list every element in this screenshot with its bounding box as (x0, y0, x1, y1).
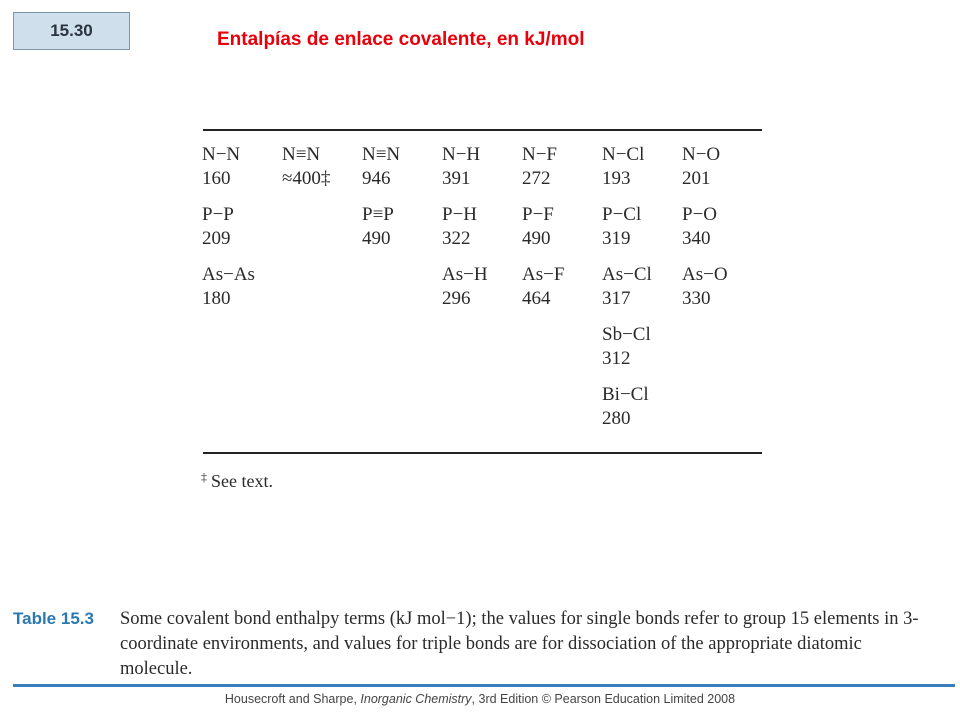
bond-label: Bi−Cl (602, 384, 649, 405)
bond-label: P−F (522, 204, 554, 225)
bond-label: N−O (682, 144, 721, 165)
bond-enthalpy-value: 193 (602, 168, 631, 189)
table-top-rule (203, 129, 762, 131)
table-cell (202, 203, 234, 251)
bond-enthalpy-value: 280 (602, 408, 631, 429)
bond-enthalpy-value: ≈400‡ (282, 168, 331, 189)
bond-enthalpy-value: 322 (442, 228, 471, 249)
table-cell (602, 263, 652, 311)
table-cell (682, 143, 720, 191)
bond-enthalpy-value: 201 (682, 168, 711, 189)
bond-label: N≡N (282, 144, 321, 165)
bond-enthalpy-value: 312 (602, 348, 631, 369)
table-cell (602, 143, 644, 191)
bond-label: P≡P (362, 204, 394, 225)
bond-enthalpy-value: 160 (202, 168, 231, 189)
bond-label: N−H (442, 144, 481, 165)
bond-enthalpy-value: 946 (362, 168, 391, 189)
bond-label: Sb−Cl (602, 324, 651, 345)
bond-label: As−H (442, 264, 488, 285)
bond-enthalpy-value: 209 (202, 228, 231, 249)
footnote-text: See text. (211, 471, 273, 491)
footnote-mark: ‡ (201, 470, 207, 484)
footer-publisher: , 3rd Edition © Pearson Education Limited 2008 (471, 692, 736, 706)
bond-label: P−Cl (602, 204, 642, 225)
bond-enthalpy-value: 464 (522, 288, 551, 309)
bond-enthalpy-value: 319 (602, 228, 631, 249)
bond-label: P−O (682, 204, 718, 225)
footer-authors: Housecroft and Sharpe, (224, 692, 361, 706)
bond-label: As−F (522, 264, 565, 285)
table-cell (442, 203, 477, 251)
table-cell (202, 143, 240, 191)
table-cell (682, 263, 728, 311)
table-cell (602, 383, 649, 431)
table-cell (442, 143, 480, 191)
bond-label: As−As (202, 264, 255, 285)
footer-book-title: Inorganic Chemistry (360, 692, 472, 706)
bond-enthalpy-value: 490 (362, 228, 391, 249)
table-cell (282, 143, 330, 191)
table-cell (442, 263, 488, 311)
table-caption-text: Some covalent bond enthalpy terms (kJ mol−1); the values for single bonds refer to group 15 elements in 3- coordinate environments, and values for triple bonds are for dissociation of the appropriate diatomic molecule. (120, 609, 919, 679)
bond-enthalpy-value: 317 (602, 288, 631, 309)
table-cell (602, 203, 641, 251)
bond-enthalpy-value: 330 (682, 288, 711, 309)
bond-label: N≡N (362, 144, 401, 165)
table-cell (202, 263, 255, 311)
footer-rule (13, 684, 955, 687)
bond-enthalpy-value: 272 (522, 168, 551, 189)
table-cell (522, 143, 557, 191)
slide-title: Entalpías de enlace covalente, en kJ/mol (217, 29, 585, 50)
bond-enthalpy-value: 296 (442, 288, 471, 309)
table-cell (522, 203, 554, 251)
table-caption-label: Table 15.3 (13, 609, 94, 628)
bond-enthalpy-value: 340 (682, 228, 711, 249)
bond-label: P−H (442, 204, 478, 225)
bond-label: P−P (202, 204, 234, 225)
table-cell (682, 203, 717, 251)
table-cell (522, 263, 564, 311)
table-cell (602, 323, 651, 371)
bond-enthalpy-value: 391 (442, 168, 471, 189)
bond-enthalpy-value: 490 (522, 228, 551, 249)
slide-number-badge: 15.30 (13, 12, 130, 50)
table-cell (362, 203, 394, 251)
table-cell (362, 143, 400, 191)
bond-enthalpy-value: 180 (202, 288, 231, 309)
bond-label: N−Cl (602, 144, 645, 165)
bond-label: N−F (522, 144, 558, 165)
bond-label: N−N (202, 144, 241, 165)
table-footnote (201, 470, 273, 492)
bond-label: As−O (682, 264, 728, 285)
footer-credit (0, 692, 960, 706)
table-bottom-rule (203, 452, 762, 454)
bond-label: As−Cl (602, 264, 652, 285)
